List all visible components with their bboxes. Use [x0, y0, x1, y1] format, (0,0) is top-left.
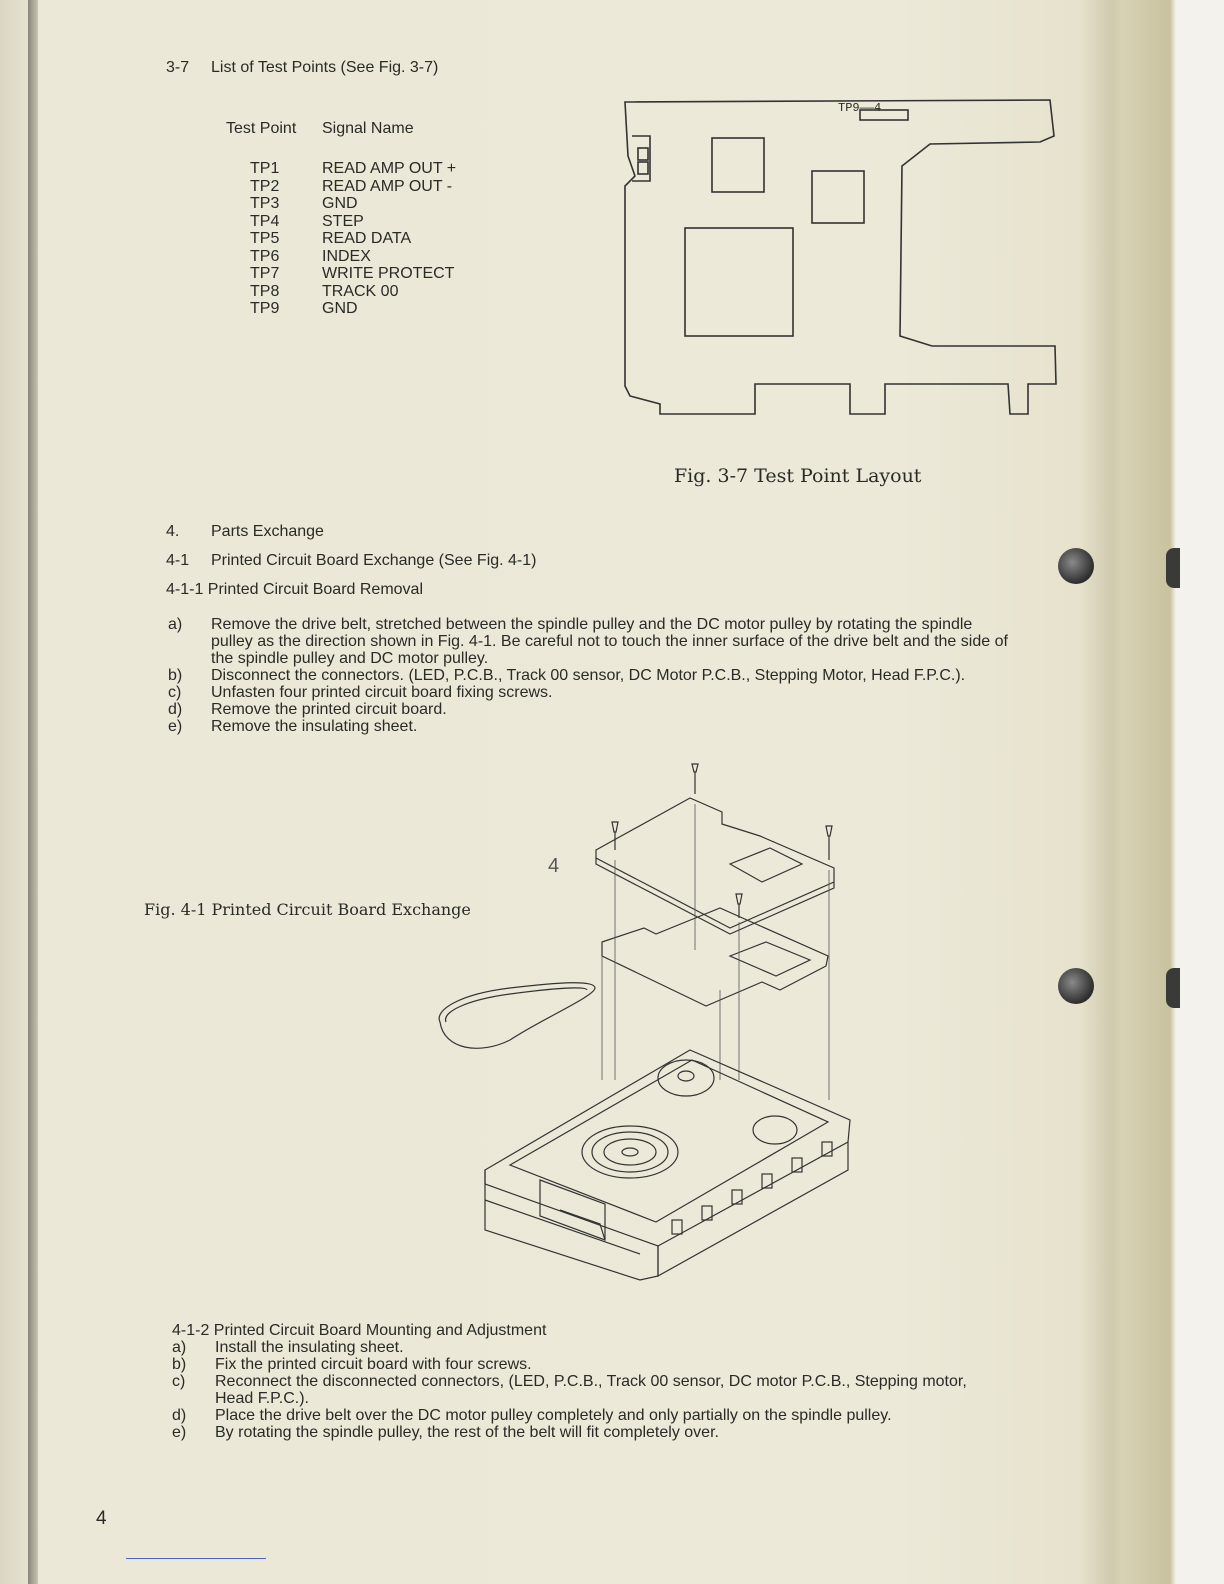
signal-name: GND [322, 195, 358, 212]
handwritten-mark: 4 [548, 855, 560, 877]
test-point-id: TP1 [250, 160, 280, 177]
list-item [172, 1407, 1062, 1424]
list-item-letter: a) [168, 616, 183, 633]
section-3-7-title: List of Test Points (See Fig. 3-7) [211, 59, 439, 76]
section-4-1-number: 4-1 [166, 552, 190, 569]
page-number: 4 [96, 1508, 107, 1529]
signal-name: TRACK 00 [322, 282, 399, 300]
binder-ring-top [1166, 548, 1180, 588]
list-item-line: Disconnect the connectors. (LED, P.C.B., Track 00 sensor, DC Motor P.C.B., Stepping Motor, Head F.P.C.). [211, 667, 966, 684]
list-item-line: pulley as the direction shown in Fig. 4-1. Be careful not to touch the inner surface of the drive belt and the side of [211, 633, 1008, 650]
test-point-id: TP7 [250, 265, 280, 282]
list-item-letter: a) [172, 1339, 187, 1356]
list-item-line: Remove the printed circuit board. [211, 701, 447, 718]
test-point-row [250, 283, 510, 301]
signal-name: STEP [322, 212, 364, 230]
list-item-line: Remove the drive belt, stretched between the spindle pulley and the DC motor pulley by rotating the spindle [211, 616, 973, 633]
section-3-7-number: 3-7 [166, 59, 190, 76]
table-header-test-point: Test Point [226, 120, 297, 137]
section-4-1-2-title: 4-1-2 Printed Circuit Board Mounting and Adjustment [172, 1322, 547, 1339]
list-item-letter: d) [172, 1407, 187, 1424]
list-item-line: Fix the printed circuit board with four screws. [215, 1356, 532, 1373]
test-point-row [250, 300, 510, 318]
test-point-table [250, 160, 510, 318]
signal-name: INDEX [322, 247, 371, 265]
signal-name: READ DATA [322, 230, 412, 247]
list-item-letter: d) [168, 701, 183, 718]
test-point-row [250, 230, 510, 248]
section-4-1-title: Printed Circuit Board Exchange (See Fig. 4-1) [211, 552, 537, 569]
list-item-letter: b) [168, 667, 183, 684]
list-item-line: Remove the insulating sheet. [211, 718, 418, 735]
test-point-row [250, 160, 510, 178]
test-point-row [250, 195, 510, 213]
test-point-id: TP6 [250, 247, 280, 265]
test-point-id: TP4 [250, 212, 280, 230]
fig-4-1-caption: Fig. 4-1 Printed Circuit Board Exchange [144, 900, 471, 919]
list-item-line: Place the drive belt over the DC motor pulley completely and only partially on the spindle pulley. [215, 1407, 892, 1424]
test-point-row [250, 213, 510, 231]
signal-name: WRITE PROTECT [322, 265, 455, 282]
list-item [168, 616, 1068, 667]
list-item [172, 1339, 1062, 1356]
list-item-line: Unfasten four printed circuit board fixing screws. [211, 684, 553, 701]
list-item-letter: e) [168, 718, 183, 735]
punch-hole-top [1058, 548, 1094, 584]
pcb-exchange-exploded-diagram [430, 760, 870, 1285]
list-item [168, 701, 1068, 718]
list-item [172, 1373, 1062, 1407]
pcb-layout-diagram [620, 96, 1060, 426]
edge-mark [126, 1558, 266, 1559]
list-item-line: the spindle pulley and DC motor pulley. [211, 650, 489, 667]
list-item-letter: c) [168, 684, 182, 701]
binder-ring-bottom [1166, 968, 1180, 1008]
list-item-line: By rotating the spindle pulley, the rest of the belt will fit completely over. [215, 1424, 719, 1441]
punch-hole-bottom [1058, 968, 1094, 1004]
list-item-letter: c) [172, 1373, 186, 1390]
list-item-line: Head F.P.C.). [215, 1390, 309, 1407]
list-item-line: Reconnect the disconnected connectors, (LED, P.C.B., Track 00 sensor, DC motor P.C.B., Stepping motor, [215, 1373, 967, 1390]
list-item [168, 667, 1068, 684]
section-4-title: Parts Exchange [211, 523, 324, 540]
binding-edge [28, 0, 38, 1584]
test-point-id: TP8 [250, 282, 280, 300]
test-point-id: TP5 [250, 230, 280, 247]
test-point-row [250, 265, 510, 283]
list-item [168, 684, 1068, 701]
list-item-line: Install the insulating sheet. [215, 1339, 404, 1356]
section-4-number: 4. [166, 523, 180, 540]
test-point-id: TP9 [250, 300, 280, 317]
test-point-id: TP3 [250, 195, 280, 212]
removal-steps-list [168, 616, 1068, 735]
test-point-row [250, 248, 510, 266]
tp9-label: TP9——4 [838, 101, 882, 115]
test-point-row [250, 178, 510, 196]
list-item [172, 1424, 1062, 1441]
table-header-signal-name: Signal Name [322, 120, 414, 137]
list-item-letter: b) [172, 1356, 187, 1373]
fig-3-7-caption: Fig. 3-7 Test Point Layout [674, 465, 922, 487]
list-item [168, 718, 1068, 735]
section-4-1-1-title: 4-1-1 Printed Circuit Board Removal [166, 581, 423, 598]
signal-name: READ AMP OUT - [322, 177, 453, 195]
list-item-letter: e) [172, 1424, 187, 1441]
mounting-steps-list [172, 1339, 1062, 1441]
signal-name: READ AMP OUT + [322, 160, 457, 177]
list-item [172, 1356, 1062, 1373]
test-point-id: TP2 [250, 177, 280, 195]
signal-name: GND [322, 300, 358, 317]
